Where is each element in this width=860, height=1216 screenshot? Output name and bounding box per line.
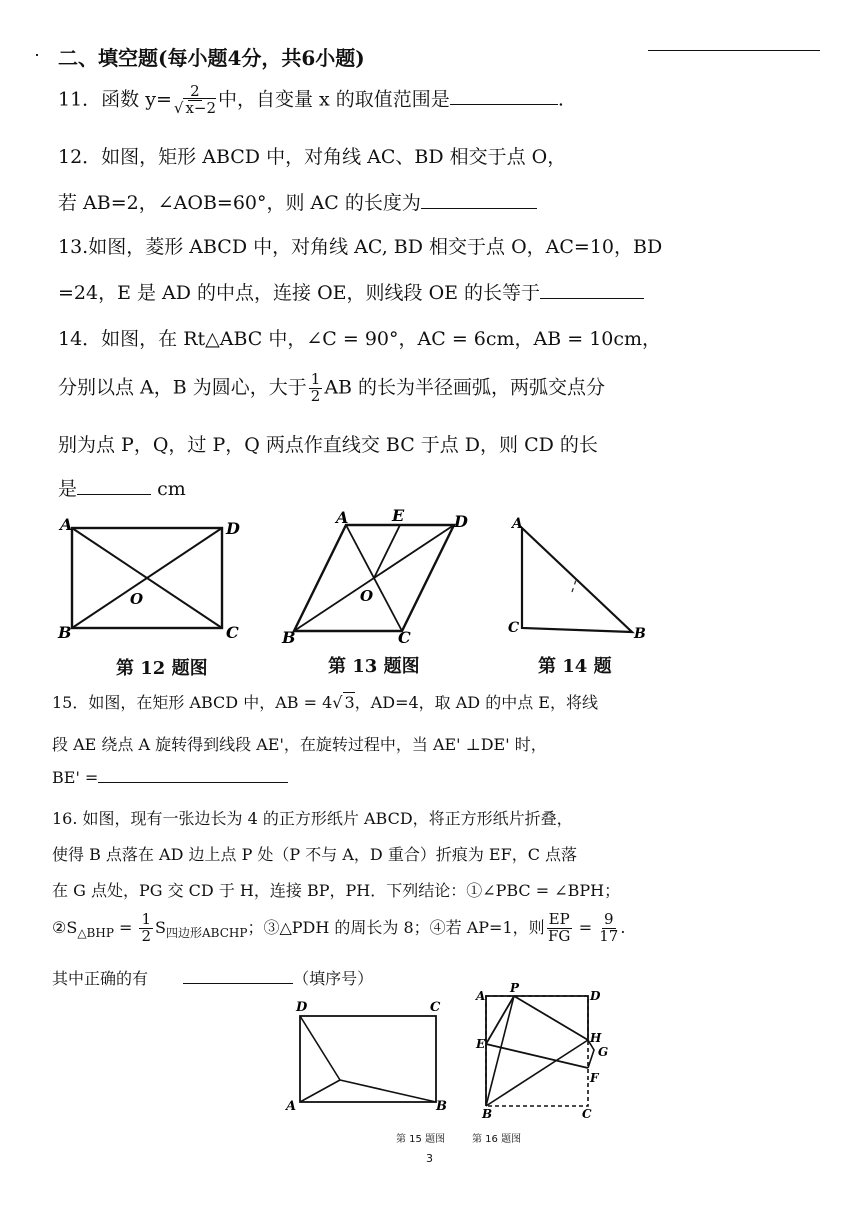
square-abcd-dashed (486, 996, 588, 1106)
question-16-line4: $②S_{\triangle BHP}$ = $\frac{1}{2}$ $S_{四边形ABCHP}$；③△PDH 的周长为 8；④若 AP=1，则 $\frac{EP}{FG}$ = $\frac{9}{17}$ . (52, 910, 626, 945)
stray-dot (36, 54, 38, 56)
label-b: B (436, 1099, 447, 1114)
label-b: B (634, 626, 646, 642)
segment-ae-prime (300, 1080, 340, 1102)
label-d: D (590, 989, 601, 1003)
square-visible-edges (486, 996, 588, 1106)
label-a: A (60, 515, 73, 534)
label-c: C (226, 623, 239, 642)
answer-blank[interactable] (450, 86, 558, 105)
label-c: C (508, 620, 520, 636)
question-11: 11．函数 y= $\frac{2}{√ x-2}$ 中，自变量 x 的取值范围是 . (58, 82, 564, 117)
label-o: O (360, 587, 374, 605)
caption-figure-16: 第 16 题图 (472, 1134, 522, 1145)
one-half-fraction: $\frac{1}{2}$ (310, 370, 321, 405)
figure-14-triangle (500, 512, 650, 642)
answer-blank[interactable] (77, 476, 151, 495)
label-h: H (590, 1031, 602, 1045)
ep-fg-fraction: $\frac{EP}{FG}$ (547, 910, 571, 945)
label-d: D (226, 519, 240, 538)
label-d: D (454, 512, 468, 531)
question-16-line2: 使得 B 点落在 AD 边上点 P 处（P 不与 A，D 重合）折痕为 EF，C 点落 (52, 845, 578, 864)
label-c: C (582, 1107, 592, 1121)
answer-blank[interactable] (421, 190, 537, 209)
answer-blank[interactable] (183, 969, 293, 984)
label-a: A (336, 508, 349, 527)
page-number: 3 (426, 1152, 433, 1165)
question-14-line3: 别为点 P，Q，过 P，Q 两点作直线交 BC 于点 D，则 CD 的长 (58, 434, 598, 456)
label-d: D (296, 1000, 308, 1015)
label-a: A (476, 989, 486, 1003)
label-f: F (590, 1071, 599, 1085)
figure-12-rectangle (50, 512, 240, 647)
question-12-line1: 12．如图，矩形 ABCD 中，对角线 AC、BD 相交于点 O， (58, 146, 567, 168)
label-a: A (286, 1099, 297, 1114)
header-rule (648, 50, 820, 51)
nine-seventeenths-fraction: $\frac{9}{17}$ (599, 910, 619, 945)
caption-figure-14: 第 14 题 (538, 656, 612, 677)
label-e: E (392, 506, 405, 525)
label-c: C (398, 628, 411, 647)
question-13-line2: =24，E 是 AD 的中点，连接 OE，则线段 OE 的长等于 (58, 278, 644, 305)
segment-pe (486, 996, 514, 1044)
figure-13-rhombus (278, 505, 478, 650)
segment-be-prime (340, 1080, 436, 1102)
caption-figure-15: 第 15 题图 (396, 1134, 446, 1145)
segment-bh (486, 1040, 588, 1106)
question-16-line1: 16. 如图，现有一张边长为 4 的正方形纸片 ABCD，将正方形纸片折叠， (52, 809, 573, 828)
segment-de-prime (300, 1016, 340, 1080)
label-p: P (510, 982, 520, 995)
answer-blank[interactable] (98, 768, 288, 783)
figure-15-rectangle (282, 996, 452, 1114)
figure-16-folded-square (470, 982, 620, 1122)
rectangle-abcd (300, 1016, 436, 1102)
question-16-line5: 其中正确的有 （填序号） (52, 969, 374, 988)
question-13-line1: 13.如图，菱形 ABCD 中，对角线 AC, BD 相交于点 O，AC=10，BD (58, 236, 663, 258)
question-14-line4: 是 cm (58, 478, 186, 500)
label-a: A (512, 516, 523, 532)
label-c: C (430, 1000, 441, 1015)
construction-marks (572, 580, 576, 592)
label-g: G (598, 1045, 609, 1059)
label-o: O (130, 590, 144, 608)
label-b: B (482, 1107, 493, 1121)
label-e: E (476, 1037, 486, 1051)
label-b: B (282, 628, 296, 647)
caption-figure-12: 第 12 题图 (116, 658, 208, 679)
answer-blank[interactable] (540, 280, 644, 299)
question-12-line2: 若 AB=2，∠AOB=60°，则 AC 的长度为 (58, 188, 537, 215)
triangle-abc (522, 528, 632, 632)
question-15-line3: BE' = (52, 768, 288, 787)
question-15-line1: 15．如图，在矩形 ABCD 中，AB = 4√ 3，AD=4，取 AD 的中点 E，将线 (52, 693, 598, 712)
segment-ph (514, 996, 588, 1040)
question-16-line3: 在 G 点处，PG 交 CD 于 H，连接 BP，PH．下列结论：①∠PBC = ∠BPH； (52, 881, 621, 900)
question-15-line2: 段 AE 绕点 A 旋转得到线段 AE'，在旋转过程中，当 AE' ⊥DE' 时， (52, 735, 547, 754)
caption-figure-13: 第 13 题图 (328, 656, 420, 677)
one-half-fraction: $\frac{1}{2}$ (141, 910, 152, 945)
q11-fraction: $\frac{2}{√ x-2}$ (173, 82, 217, 117)
question-14-line1: 14．如图，在 Rt△ABC 中，∠C = 90°，AC = 6cm，AB = 10cm， (58, 328, 662, 350)
segment-bp (486, 996, 514, 1106)
section-title: 二、填空题(每小题4分，共6小题) (58, 46, 365, 70)
question-14-line2: 分别以点 A，B 为圆心，大于 $\frac{1}{2}$ AB 的长为半径画弧，两弧交点分 (58, 370, 606, 405)
label-b: B (58, 623, 72, 642)
